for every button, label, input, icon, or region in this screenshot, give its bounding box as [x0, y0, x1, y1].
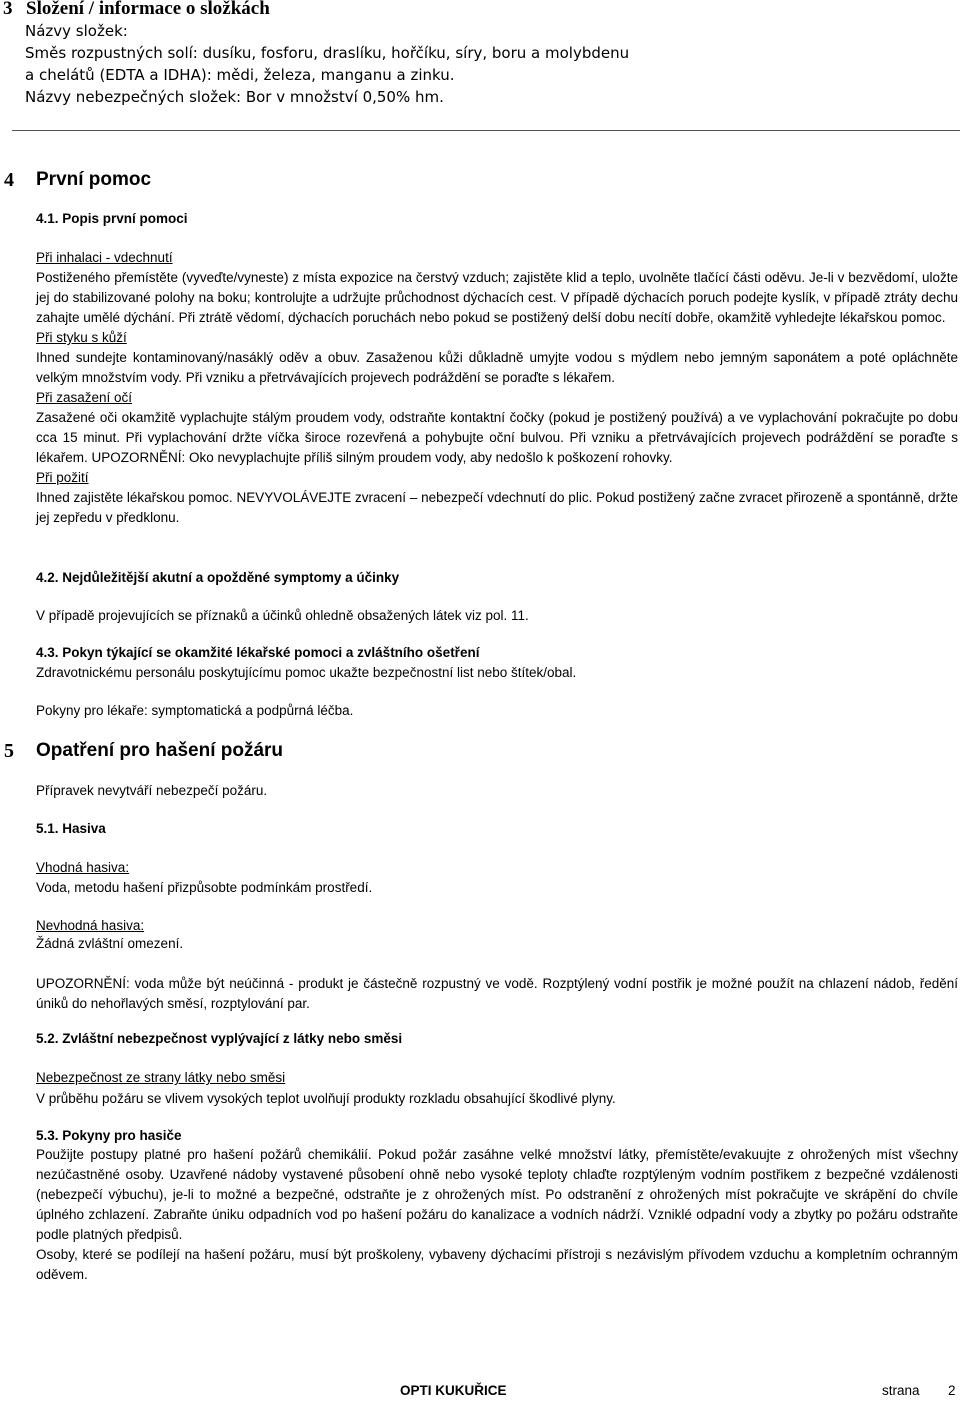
section-3-line: a chelátů (EDTA a IDHA): mědi, železa, manganu a zinku.	[25, 66, 455, 84]
section-4-title: První pomoc	[36, 169, 152, 190]
section-3-line: Názvy nebezpečných složek: Bor v množství 0,50% hm.	[25, 88, 444, 106]
subsection-4-1-title: 4.1. Popis první pomoci	[36, 211, 188, 226]
subsection-4-2-text: V případě projevujících se příznaků a účinků ohledně obsažených látek viz pol. 11.	[36, 608, 529, 623]
inhalation-text: Postiženého přemístěte (vyveďte/vyneste) z místa expozice na čerstvý vzduch; zajistěte klid a teplo, uvolněte tlačící části oděvu. Je-li v bezvědomí, uložte jej do stabilizované polohy na boku; kontrolujte a udržujte průchodnost dýchacích cest. V případě dýchacích poruch podejte kyslík, v případě ztráty dechu zahajte umělé dýchání. Při ztrátě vědomí, dýchacích poruchách nebo pokud se postižený delší dobu necítí dobře, okamžitě vyhledejte lékařskou pomoc.	[36, 270, 958, 325]
section-4-number: 4	[4, 169, 14, 191]
unsuitable-extinguisher-text: Žádná zvláštní omezení.	[36, 936, 184, 951]
section-3-line: Směs rozpustných solí: dusíku, fosforu, draslíku, hořčíku, síry, boru a molybdenu	[25, 44, 630, 62]
subsection-5-1-title: 5.1. Hasiva	[36, 821, 106, 836]
section-5-title: Opatření pro hašení požáru	[36, 740, 284, 761]
ingestion-text: Ihned zajistěte lékařskou pomoc. NEVYVOLÁVEJTE zvracení – nebezpečí vdechnutí do plic. Pokud postižený začne zvracet přirozeně a spontánně, držte jej zepředu v předklonu.	[36, 490, 958, 525]
section-divider	[12, 130, 960, 131]
section-3-number: 3	[3, 0, 13, 19]
suitable-extinguisher-label: Vhodná hasiva:	[36, 860, 130, 875]
footer-page-number: 2	[948, 1383, 956, 1398]
eye-contact-text: Zasažené oči okamžitě vyplachujte stálým proudem vody, odstraňte kontaktní čočky (pokud je postižený používá) a ve vyplachování pokračujte po dobu cca 15 minut. Při vyplachování držte víčka široce rozevřená a pohybujte oční bulvou. Při vzniku a přetrvávajících projevech podráždění se poraďte s lékařem. UPOZORNĚNÍ: Oko nevyplachujte příliš silným proudem vody, aby nedošlo k poškození rohovky.	[36, 410, 958, 465]
eye-contact-label: Při zasažení očí	[36, 390, 133, 405]
subsection-4-2-title: 4.2. Nejdůležitější akutní a opožděné symptomy a účinky	[36, 570, 400, 585]
firefighter-text: Použijte postupy platné pro hašení požárů chemikálií. Pokud požár zasáhne velké množství látky, přemístěte/evakuujte z ohrožených míst všechny nezúčastněné osoby. Uzavřené nádoby vystavené působení ohně nebo vysoké teploty chlaďte rozptýleným vodním postřikem z bezpečné vzdálenosti (nebezpečí výbuchu), je-li to možné a bezpečné, odstraňte je z ohrožených míst. Po odstranění z ohrožených míst pokračujte ve skrápění do chvíle úplného zchlazení. Zabraňte úniku odpadních vod po hašení požáru do kanalizace a vodních nádrží. Vzniklé odpadní vody a zbytky po požáru odstraňte podle platných předpisů.	[36, 1147, 958, 1242]
footer-product-name: OPTI KUKUŘICE	[400, 1383, 507, 1398]
inhalation-label: Při inhalaci - vdechnutí	[36, 250, 173, 265]
unsuitable-extinguisher-label: Nevhodná hasiva:	[36, 918, 145, 933]
skin-contact-text: Ihned sundejte kontaminovaný/nasáklý oděv a obuv. Zasaženou kůži důkladně umyjte vodou s mýdlem nebo jemným saponátem a poté opláchněte velkým množstvím vody. Při vzniku a přetrvávajících projevech podráždění se poraďte s lékařem.	[36, 350, 958, 385]
section-5-number: 5	[4, 740, 14, 762]
subsection-5-2-title: 5.2. Zvláštní nebezpečnost vyplývající z látky nebo směsi	[36, 1031, 403, 1046]
suitable-extinguisher-text: Voda, metodu hašení přizpůsobte podmínkám prostředí.	[36, 880, 373, 895]
section-3-title: Složení / informace o složkách	[26, 0, 270, 19]
skin-contact-label: Při styku s kůží	[36, 330, 127, 345]
firefighter-protection-text: Osoby, které se podílejí na hašení požáru, musí být proškoleny, vybaveny dýchacími přístroji s nezávislým přívodem vzduchu a kompletním ochranným oděvem.	[36, 1247, 958, 1282]
section-3-line: Názvy složek:	[25, 22, 128, 40]
water-warning-text: UPOZORNĚNÍ: voda může být neúčinná - produkt je částečně rozpustný ve vodě. Rozptýlený vodní postřik je možné použít na chlazení nádob, ředění úniků do nehořlavých směsí, rozptylování par.	[36, 976, 958, 1011]
section-3-body	[25, 20, 629, 108]
first-aid-description	[36, 248, 958, 528]
firefighter-instructions	[36, 1145, 958, 1285]
hazard-text: V průběhu požáru se vlivem vysokých teplot uvolňují produkty rozkladu obsahující škodlivé plyny.	[36, 1091, 616, 1106]
ingestion-label: Při požití	[36, 470, 89, 485]
hazard-label: Nebezpečnost ze strany látky nebo směsi	[36, 1070, 286, 1085]
doctor-instructions: Pokyny pro lékaře: symptomatická a podpůrná léčba.	[36, 703, 354, 718]
subsection-5-3-title: 5.3. Pokyny pro hasiče	[36, 1128, 182, 1143]
water-warning	[36, 974, 958, 1014]
footer-page-label: strana	[882, 1383, 920, 1398]
subsection-4-3-text: Zdravotnickému personálu poskytujícímu pomoc ukažte bezpečnostní list nebo štítek/obal.	[36, 665, 577, 680]
subsection-4-3-title: 4.3. Pokyn týkající se okamžité lékařské pomoci a zvláštního ošetření	[36, 645, 480, 660]
section-5-intro: Přípravek nevytváří nebezpečí požáru.	[36, 783, 268, 798]
